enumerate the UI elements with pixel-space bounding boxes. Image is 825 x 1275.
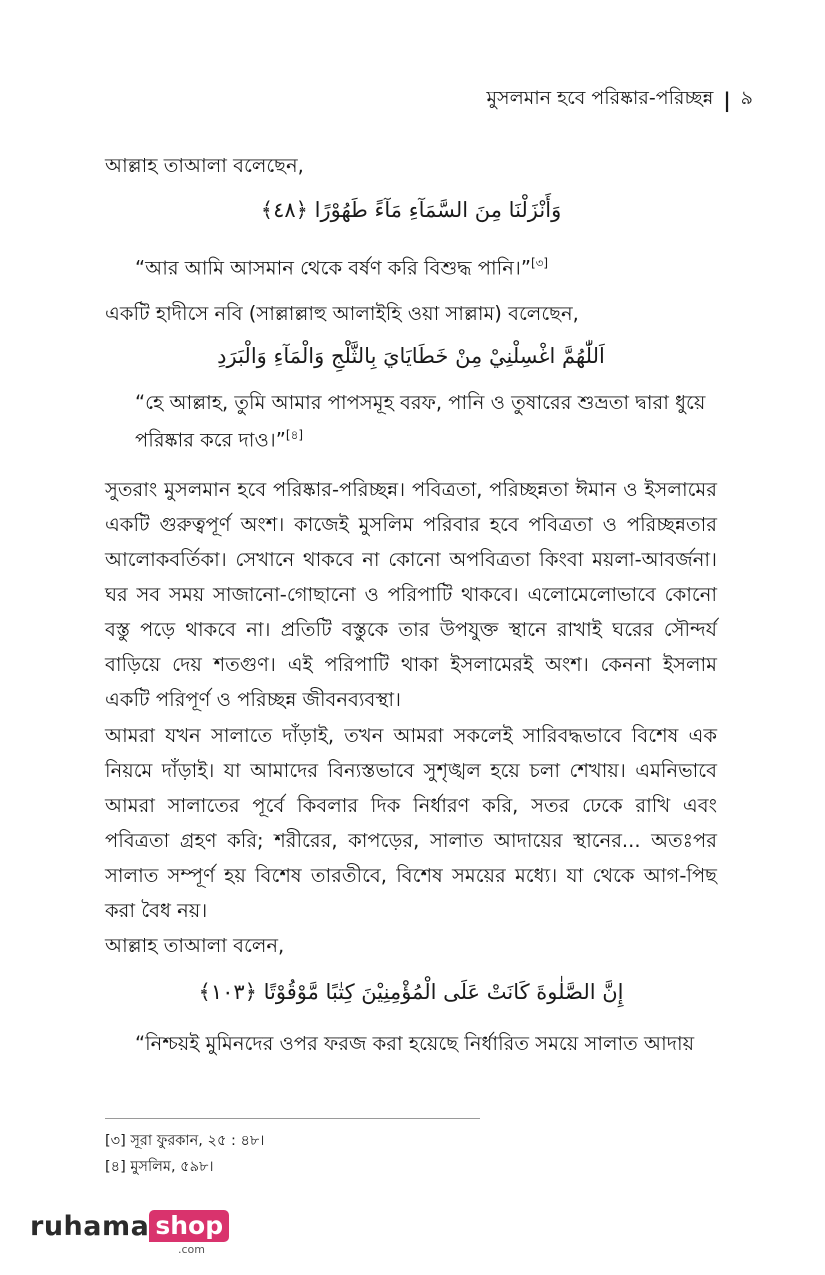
page-number: ৯ (740, 87, 753, 109)
quote-text: “আর আমি আসমান থেকে বর্ষণ করি বিশুদ্ধ পানি।” (135, 256, 531, 280)
logo-word: ruhama (30, 1211, 150, 1242)
publisher-logo (30, 1210, 229, 1256)
arabic-verse-1: وَأَنْزَلْنَا مِنَ السَّمَآءِ مَآءً طَهُوْرًا ﴿٤٨﴾ (260, 198, 562, 222)
paragraph-body-2: আমরা যখন সালাতে দাঁড়াই, তখন আমরা সকলেই সারিবদ্ধভাবে বিশেষ এক নিয়মে দাঁড়াই। যা আমাদের বিন্যস্তভাবে সুশৃঙ্খল হয়ে চলা শেখায়। এমনিভাবে আমরা সালাতের পূর্বে কিবলার দিক নির্ধারণ করি, সতর ঢেকে রাখি এবং পবিত্রতা গ্রহণ করি; শরীরের, কাপড়ের, সালাত আদায়ের স্থানের... অতঃপর সালাত সম্পূর্ণ হয় বিশেষ তারতীবে, বিশেষ সময়ের মধ্যে। যা থেকে আগ-পিছ করা বৈধ নয়। (105, 724, 717, 922)
footnote-4: [৪] মুসলিম, ৫৯৮। (105, 1159, 214, 1175)
logo-shop-box: shop (149, 1210, 229, 1242)
footnote-ref: [৪] (285, 428, 304, 442)
footnote-divider (105, 1118, 480, 1119)
footnote-3: [৩] সূরা ফুরকান, ২৫ : ৪৮। (105, 1133, 265, 1149)
chapter-title: মুসলমান হবে পরিষ্কার-পরিচ্ছন্ন (486, 87, 714, 109)
footnote-ref: [৩] (530, 256, 549, 270)
arabic-verse-2: إِنَّ الصَّلٰوةَ كَانَتْ عَلَى الْمُؤْمِنِيْنَ كِتٰبًا مَّوْقُوْتًا ﴿١٠٣﴾ (198, 980, 624, 1004)
paragraph-intro-3: আল্লাহ তাআলা বলেন, (105, 934, 285, 957)
quote-translation-3: “নিশ্চয়ই মুমিনদের ওপর ফরজ করা হয়েছে নির্ধারিত সময়ে সালাত আদায় (135, 1032, 695, 1055)
arabic-hadith: اَللّٰهُمَّ اغْسِلْنِيْ مِنْ خَطَايَايَ بِالثَّلْجِ وَالْمَآءِ وَالْبَرَدِ (217, 344, 605, 368)
paragraph-body-1: সুতরাং মুসলমান হবে পরিষ্কার-পরিচ্ছন্ন। পবিত্রতা, পরিচ্ছন্নতা ঈমান ও ইসলামের একটি গুরুত্বপূর্ণ অংশ। কাজেই মুসলিম পরিবার হবে পবিত্রতা ও পরিচ্ছন্নতার আলোকবর্তিকা। সেখানে থাকবে না কোনো অপবিত্রতা কিংবা ময়লা-আবর্জনা। ঘর সব সময় সাজানো-গোছানো ও পরিপাটি থাকবে। এলোমেলোভাবে কোনো বস্তু পড়ে থাকবে না। প্রতিটি বস্তুকে তার উপযুক্ত স্থানে রাখাই ঘরের সৌন্দর্য বাড়িয়ে দেয় শতগুণ। এই পরিপাটি থাকা ইসলামেরই অংশ। কেননা ইসলাম একটি পরিপূর্ণ ও পরিচ্ছন্ন জীবনব্যবস্থা। (105, 478, 717, 711)
running-header (486, 84, 753, 116)
header-separator: | (723, 88, 731, 112)
paragraph-intro-2: একটি হাদীসে নবি (সাল্লাল্লাহু আলাইহি ওয়া সাল্লাম) বলেছেন, (105, 302, 579, 325)
paragraph-intro-1: আল্লাহ তাআলা বলেছেন, (105, 154, 304, 177)
quote-translation-1 (135, 246, 717, 286)
logo-domain: .com (178, 1243, 205, 1256)
quote-translation-2 (135, 387, 717, 457)
quote-text: “হে আল্লাহ, তুমি আমার পাপসমূহ বরফ, পানি ও তুষারের শুভ্রতা দ্বারা ধুয়ে পরিষ্কার করে দাও।” (135, 391, 706, 452)
